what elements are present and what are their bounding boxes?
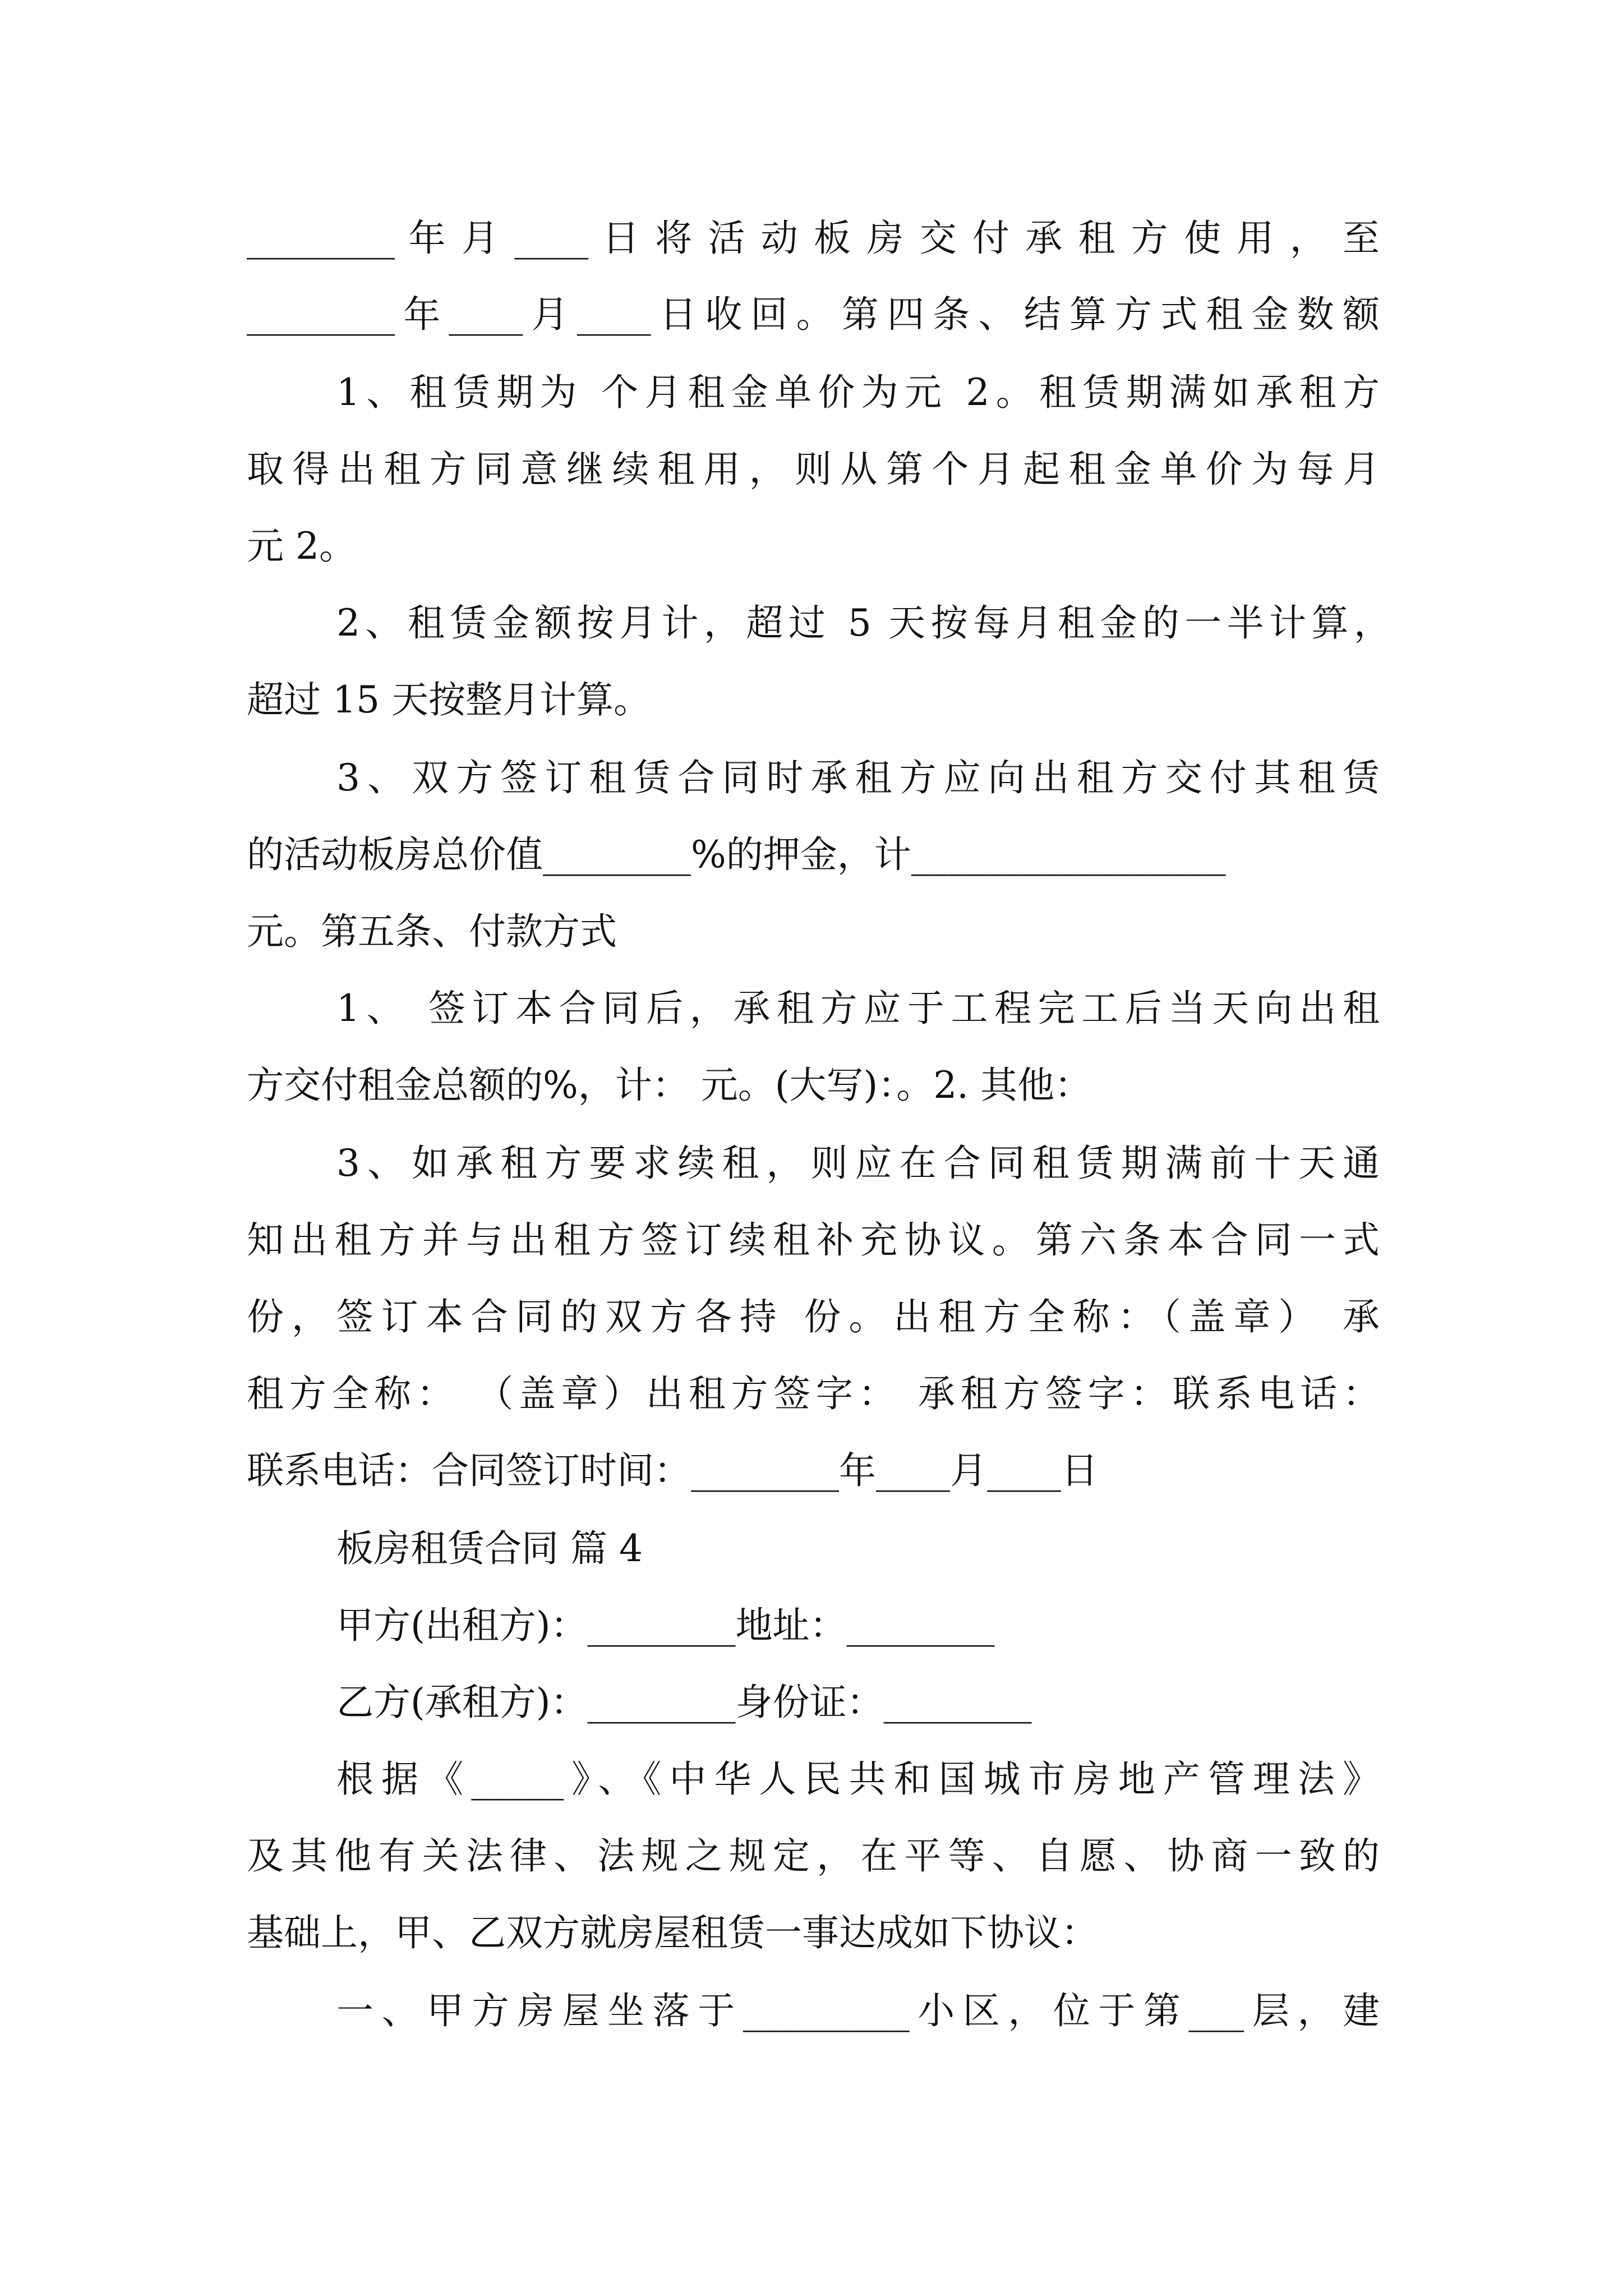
text-line: ________年____月____日收回。第四条、结算方式租金数额	[247, 293, 1380, 336]
text-line: 联系电话：合同签订时间：________年____月____日	[247, 1449, 1098, 1492]
text-line: 超过 15 天按整月计算。	[247, 678, 651, 721]
party-a-line: 甲方(出租方)：________地址：________	[336, 1604, 995, 1647]
text-line: 基础上，甲、乙双方就房屋租赁一事达成如下协议：	[247, 1911, 1098, 1954]
section-heading: 板房租赁合同 篇 4	[336, 1527, 643, 1570]
paragraph-line: 1、 签订本合同后，承租方应于工程完工后当天向出租	[336, 987, 1380, 1030]
text-line: ________ 年 月 ____ 日 将 活 动 板 房 交 付 承 租 方 使 用 ， 至	[247, 217, 1380, 260]
text-line: 及其他有关法律、法规之规定，在平等、自愿、协商一致的	[247, 1834, 1380, 1878]
text-line: 知出租方并与出租方签订续租补充协议。第六条本合同一式	[247, 1218, 1380, 1262]
paragraph-line: 1、租赁期为 个月租金单价为元 2。租赁期满如承租方	[336, 371, 1380, 414]
text-line: 方交付租金总额的%，计： 元。(大写)：。2. 其他：	[247, 1064, 1092, 1107]
paragraph-line: 3、如承租方要求续租，则应在合同租赁期满前十天通	[336, 1142, 1380, 1185]
paragraph-line: 2、租赁金额按月计，超过 5 天按每月租金的一半计算，	[336, 601, 1391, 645]
paragraph-line: 一、甲方房屋坐落于_________小区，位于第___层，建	[336, 1989, 1380, 2032]
paragraph-line: 3、双方签订租赁合同时承租方应向出租方交付其租赁	[336, 756, 1380, 799]
text-line: 租方全称： （盖章）出租方签字： 承租方签字：联系电话：	[247, 1372, 1380, 1415]
paragraph-line: 根据《_____》、《中华人民共和国城市房地产管理法》	[336, 1757, 1380, 1801]
text-line: 的活动板房总价值________%的押金，计_________________	[247, 833, 1226, 876]
text-line: 取得出租方同意继续租用，则从第个月起租金单价为每月	[247, 448, 1380, 491]
text-line: 份，签订本合同的双方各持 份。出租方全称：（盖章） 承	[247, 1295, 1380, 1338]
text-line: 元 2。	[247, 524, 356, 568]
text-line: 元。第五条、付款方式	[247, 910, 617, 953]
party-b-line: 乙方(承租方)：________身份证：________	[336, 1681, 1032, 1724]
